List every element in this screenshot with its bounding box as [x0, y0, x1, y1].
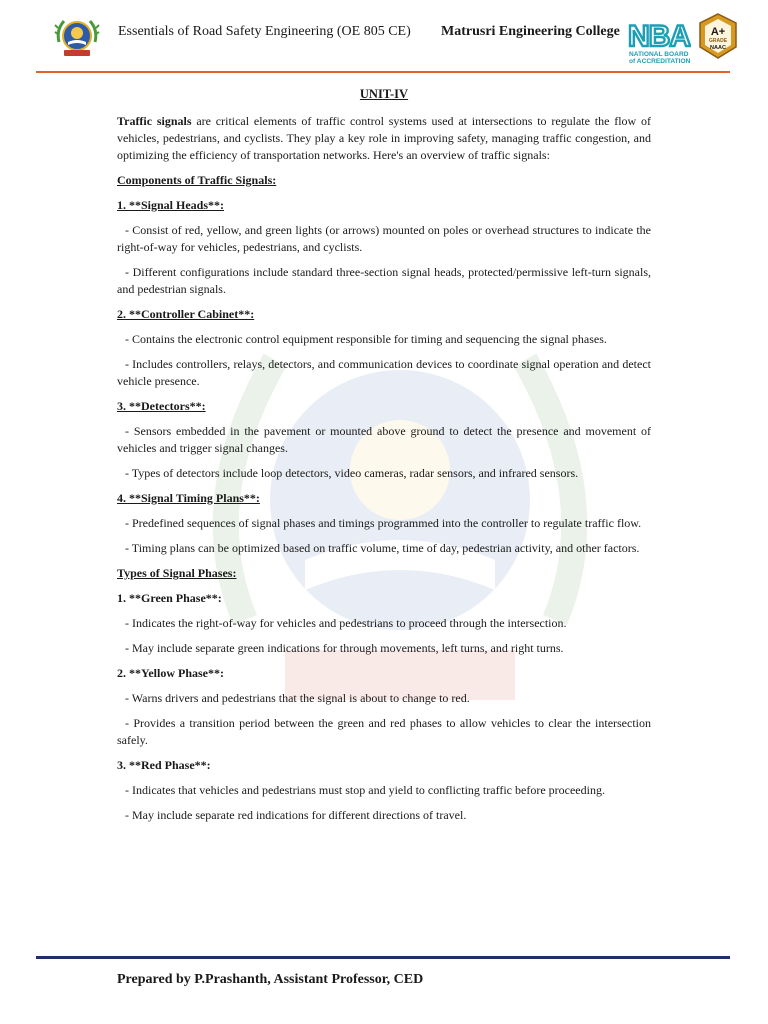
naac-badge-grade-label: GRADE [708, 38, 728, 44]
component-bullet: - Types of detectors include loop detectors, video cameras, radar sensors, and infrared sensors. [125, 466, 579, 480]
phases-heading: Types of Signal Phases: [117, 566, 237, 580]
nba-logo-line2: of ACCREDITATION [629, 58, 691, 65]
nba-logo-mark: NBA [628, 20, 690, 53]
component-heading-controller-cabinet: 2. **Controller Cabinet**: [117, 307, 255, 321]
component-bullet: - Sensors embedded in the pavement or mounted above ground to detect the presence and movement of vehicles and trigger signal changes. [117, 424, 651, 455]
phase-heading-yellow: 2. **Yellow Phase**: [117, 666, 224, 680]
component-bullet: - Contains the electronic control equipment responsible for timing and sequencing the signal phases. [125, 332, 607, 346]
unit-title: UNIT-IV [359, 87, 409, 101]
intro-paragraph [117, 113, 651, 164]
page-header [0, 0, 768, 76]
component-bullet: - Timing plans can be optimized based on traffic volume, time of day, pedestrian activity, and other factors. [125, 541, 640, 555]
component-bullet: - Predefined sequences of signal phases and timings programmed into the controller to regulate traffic flow. [125, 516, 642, 530]
phase-bullet: - Provides a transition period between the green and red phases to allow vehicles to clear the intersection safely. [117, 716, 651, 747]
phase-bullet: - May include separate green indications for through movements, left turns, and right turns. [125, 641, 564, 655]
intro-lead-term: Traffic signals [117, 114, 192, 128]
components-heading: Components of Traffic Signals: [117, 173, 277, 187]
footer-author: Prepared by P.Prashanth, Assistant Professor, CED [117, 972, 424, 987]
component-bullet: - Includes controllers, relays, detectors, and communication devices to coordinate signal operation and detect vehicle presence. [117, 357, 651, 388]
phase-bullet: - Indicates that vehicles and pedestrians must stop and yield to conflicting traffic before proceeding. [125, 783, 605, 797]
naac-grade-badge [697, 13, 739, 59]
component-bullet: - Consist of red, yellow, and green lights (or arrows) mounted on poles or overhead structures to indicate the right-of-way for vehicles, pedestrians, and cyclists. [117, 223, 651, 254]
component-heading-detectors: 3. **Detectors**: [117, 399, 206, 413]
footer-divider [36, 956, 730, 959]
component-heading-signal-timing-plans: 4. **Signal Timing Plans**: [117, 491, 260, 505]
phase-heading-red: 3. **Red Phase**: [117, 758, 211, 772]
phase-bullet: - Warns drivers and pedestrians that the signal is about to change to red. [125, 691, 470, 705]
college-emblem-icon [52, 12, 102, 62]
component-bullet: - Different configurations include standard three-section signal heads, protected/permissive left-turn signals, and pedestrian signals. [117, 265, 651, 296]
naac-badge-org: NAAC [710, 45, 726, 51]
naac-badge-grade: A+ [710, 26, 726, 38]
document-body [117, 82, 651, 832]
component-heading-signal-heads: 1. **Signal Heads**: [117, 198, 225, 212]
phase-heading-green: 1. **Green Phase**: [117, 591, 222, 605]
nba-logo-line1: NATIONAL BOARD [629, 51, 689, 58]
nba-accreditation-logo [627, 14, 691, 66]
header-college-name: Matrusri Engineering College [441, 24, 620, 39]
phase-bullet: - Indicates the right-of-way for vehicles and pedestrians to proceed through the intersection. [125, 616, 567, 630]
header-divider [36, 71, 730, 73]
intro-text: are critical elements of traffic control systems used at intersections to regulate the flow of vehicles, pedestrians, and cyclists. They play a key role in improving safety, managing traffic congestion, and optimizing the efficiency of transportation networks. Here's an overview of traffic signals: [117, 114, 651, 162]
header-course-title: Essentials of Road Safety Engineering (OE 805 CE) [118, 24, 411, 39]
phase-bullet: - May include separate red indications for different directions of travel. [125, 808, 467, 822]
